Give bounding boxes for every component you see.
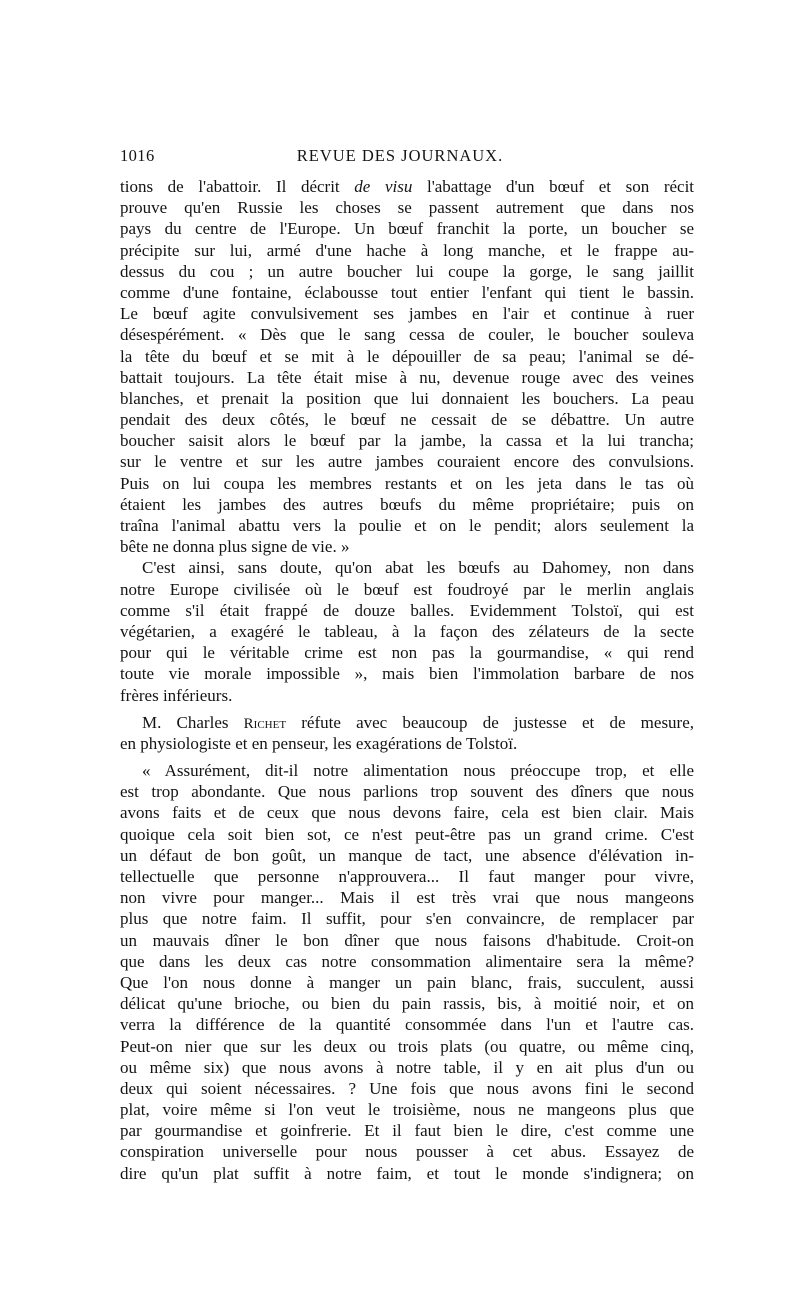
text-line: deux qui soient nécessaires. ? Une fois que nous avons fini le second: [120, 1078, 694, 1098]
text-line: sur le ventre et sur les autre jambes couraient encore des convulsions.: [120, 452, 694, 472]
author-name: Richet: [243, 715, 287, 732]
text-line: traîna l'animal abattu vers la poulie et on le pendit; alors seulement la: [120, 516, 694, 535]
text-line: pour qui le véritable crime est non pas la gourmandise, « qui rend: [120, 643, 694, 663]
text-line: Le bœuf agite convulsivement ses jambes en l'air et continue à ruer: [120, 304, 694, 324]
running-title: REVUE DES JOURNAUX.: [296, 146, 504, 165]
text-line: dire qu'un plat suffit à notre faim, et tout le monde s'indignera; on: [120, 1163, 694, 1183]
text-line: M. Charles Richet réfute avec beaucoup de justesse et de mesure,: [142, 712, 694, 732]
body-text: [120, 176, 694, 1184]
text-line: délicat qu'une brioche, ou bien du pain rassis, bis, à moitié noir, et on: [120, 994, 694, 1014]
text-line: quoique cela soit bien sot, ce n'est peut-être pas un grand crime. C'est: [120, 824, 694, 844]
text-line: bête ne donna plus signe de vie. »: [120, 537, 350, 557]
text-line: est trop abondante. Que nous parlions trop souvent des dîners que nous: [120, 782, 694, 802]
text-line: blanches, et prenait la position que lui donnaient les bouchers. La peau: [120, 388, 694, 408]
text-line: verra la différence de la quantité consommée dans l'un et l'autre cas.: [120, 1015, 694, 1035]
text-line: C'est ainsi, sans doute, qu'on abat les bœufs au Dahomey, non dans: [142, 558, 694, 578]
text-line: plus que notre faim. Il suffit, pour s'en convaincre, de remplacer par: [120, 909, 694, 929]
text-line: notre Europe civilisée où le bœuf est foudroyé par le merlin anglais: [120, 579, 694, 599]
text-line: plat, voire même si l'on veut le troisième, nous ne mangeons plus que: [120, 1100, 694, 1120]
running-head: [120, 146, 680, 170]
text-line: comme s'il était frappé de douze balles. Evidemment Tolstoï, qui est: [120, 600, 694, 620]
paragraph: [120, 176, 694, 557]
paragraph: [120, 712, 694, 754]
text-line: ou même six) que nous avons à notre table, il y en ait plus d'un ou: [120, 1057, 694, 1077]
text-line: étaient les jambes des autres bœufs du même propriétaire; puis on: [120, 494, 694, 514]
text-line: tellectuelle que personne n'approuvera... Il faut manger pour vivre,: [120, 867, 694, 886]
text-line: Puis on lui coupa les membres restants et on les jeta dans le tas où: [120, 473, 694, 493]
text-line: un défaut de bon goût, un manque de tact, une absence d'élévation in-: [120, 845, 694, 865]
text-line: avons faits et de ceux que nous devons faire, cela est bien clair. Mais: [120, 803, 694, 823]
text-line: conspiration universelle pour nous pousser à cet abus. Essayez de: [120, 1142, 694, 1162]
paragraph: [120, 557, 694, 705]
text-line: Que l'on nous donne à manger un pain blanc, frais, succulent, aussi: [120, 972, 694, 992]
text-line: par gourmandise et goinfrerie. Et il faut bien le dire, c'est comme une: [120, 1121, 694, 1141]
text-line: la tête du bœuf et se mit à le dépouiller de sa peau; l'animal se dé-: [120, 346, 694, 366]
paragraph: [120, 760, 694, 1184]
italic-phrase: de visu: [354, 177, 413, 196]
text-line: non vivre pour manger... Mais il est très vrai que nous mangeons: [120, 888, 694, 908]
text-line: toute vie morale impossible », mais bien l'immolation barbare de nos: [120, 664, 694, 684]
page-number: 1016: [120, 146, 155, 165]
text-line: pays du centre de l'Europe. Un bœuf franchit la porte, un boucher se: [120, 219, 694, 239]
text-line: frères inférieurs.: [120, 685, 233, 705]
text-line: dessus du cou ; un autre boucher lui coupe la gorge, le sang jaillit: [120, 261, 694, 281]
text-line: en physiologiste et en penseur, les exagérations de Tolstoï.: [120, 733, 518, 753]
text-line: pendait des deux côtés, le bœuf ne cessait de se débattre. Un autre: [120, 410, 694, 430]
text-line: prouve qu'en Russie les choses se passent autrement que dans nos: [120, 198, 694, 218]
text-line: battait toujours. La tête était mise à nu, devenue rouge avec des veines: [120, 367, 694, 387]
text-line: tions de l'abattoir. Il décrit de visu l'abattage d'un bœuf et son récit: [120, 177, 694, 196]
text-line: boucher saisit alors le bœuf par la jambe, la cassa et la lui trancha;: [120, 431, 694, 451]
text-line: précipite sur lui, armé d'une hache à long manche, et le frappe au-: [120, 240, 694, 260]
text-line: végétarien, a exagéré le tableau, à la façon des zélateurs de la secte: [120, 621, 694, 641]
text-line: Peut-on nier que sur les deux ou trois plats (ou quatre, ou même cinq,: [120, 1036, 694, 1056]
text-line: comme d'une fontaine, éclabousse tout entier l'enfant qui tient le bassin.: [120, 282, 694, 302]
text-line: désespérément. « Dès que le sang cessa de couler, le boucher souleva: [120, 325, 694, 345]
text-line: « Assurément, dit-il notre alimentation nous préoccupe trop, et elle: [142, 761, 694, 781]
text-line: un mauvais dîner le bon dîner que nous faisons d'habitude. Croit-on: [120, 930, 694, 950]
text-line: que dans les deux cas notre consommation alimentaire sera la même?: [120, 951, 694, 971]
